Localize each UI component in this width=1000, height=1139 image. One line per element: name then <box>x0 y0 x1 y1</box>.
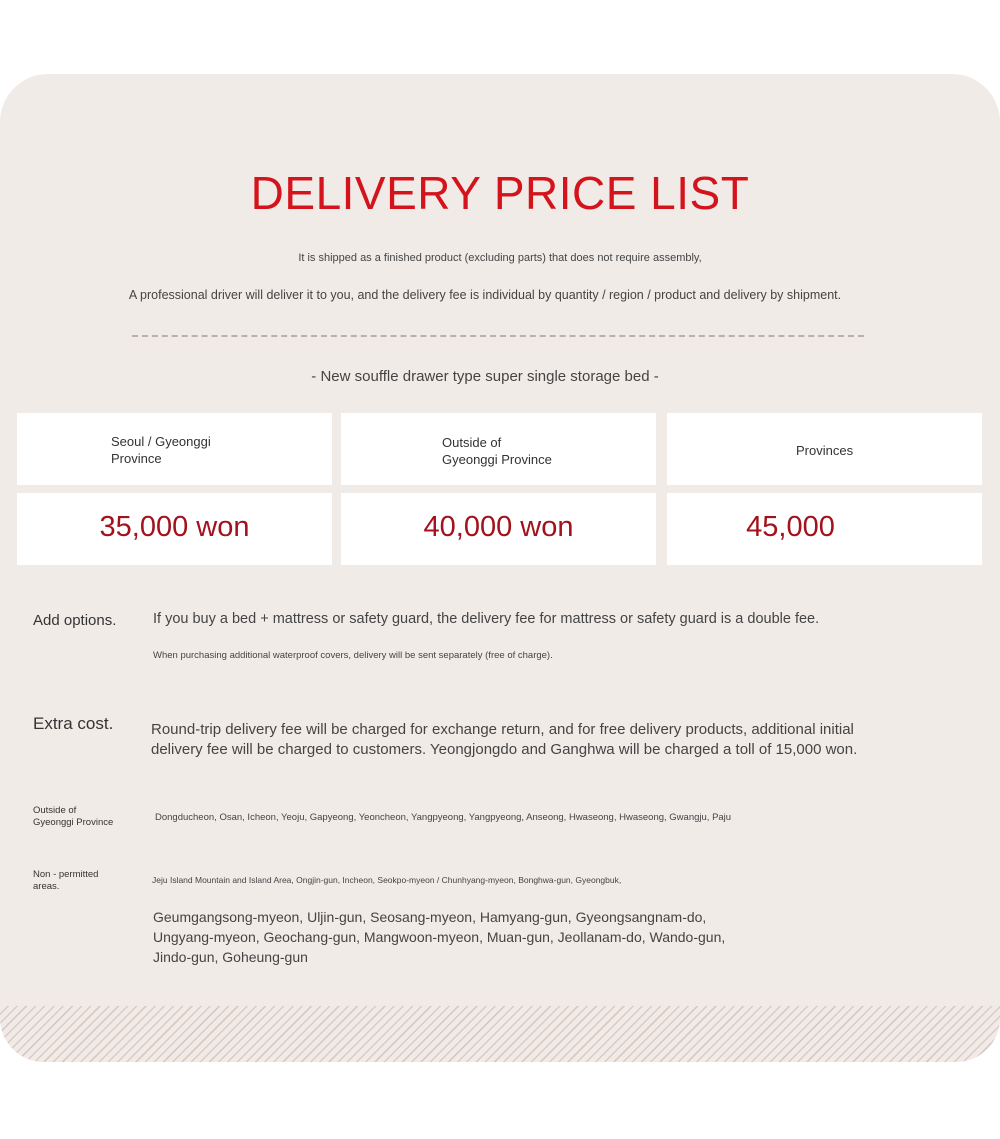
price-provinces: 45,000 <box>746 511 835 543</box>
region-label-outside-gyeonggi: Outside of Gyeonggi Province <box>442 435 552 467</box>
intro-line-1: It is shipped as a finished product (excluding parts) that does not require assembly, <box>298 252 702 264</box>
price-box-outside-gyeonggi <box>341 493 656 565</box>
intro-line-2: A professional driver will deliver it to you, and the delivery fee is individual by quantity / region / product and delivery by shipment. <box>128 288 842 302</box>
price-box-provinces <box>667 493 982 565</box>
non-permitted-label: Non - permitted areas. <box>33 869 99 892</box>
hatched-footer-band <box>0 1006 1000 1062</box>
price-list-card <box>0 74 1000 1062</box>
outside-gyeonggi-areas: Dongducheon, Osan, Icheon, Yeoju, Gapyeong, Yeoncheon, Yangpyeong, Yangpyeong, Anseong, Hwaseong, Hwaseong, Gwangju, Paju <box>155 812 732 823</box>
region-header-seoul-gyeonggi <box>17 413 332 485</box>
price-box-seoul-gyeonggi <box>17 493 332 565</box>
product-name: - New souffle drawer type super single storage bed - <box>311 368 659 385</box>
add-options-note: When purchasing additional waterproof covers, delivery will be sent separately (free of charge). <box>153 650 553 661</box>
region-header-provinces <box>667 413 982 485</box>
non-permitted-small: Jeju Island Mountain and Island Area, Ongjin-gun, Incheon, Seokpo-myeon / Chunhyang-myeon, Bonghwa-gun, Gyeongbuk, <box>152 875 622 885</box>
add-options-main: If you buy a bed + mattress or safety guard, the delivery fee for mattress or safety guard is a double fee. <box>153 611 820 627</box>
extra-cost-text: Round-trip delivery fee will be charged for exchange return, and for free delivery products, additional initial delivery fee will be charged to customers. Yeongjongdo and Ganghwa will be charged a toll of 15,000 won. <box>151 721 858 758</box>
region-label-seoul-gyeonggi: Seoul / Gyeonggi Province <box>111 434 211 466</box>
price-outside-gyeonggi: 40,000 won <box>423 511 574 543</box>
non-permitted-list: Geumgangsong-myeon, Uljin-gun, Seosang-myeon, Hamyang-gun, Gyeongsangnam-do, Ungyang-myeon, Geochang-gun, Mangwoon-myeon, Muan-gun, Jeollanam-do, Wando-gun, Jindo-gun, Goheung-gun <box>153 909 726 965</box>
price-seoul-gyeonggi: 35,000 won <box>99 511 250 543</box>
region-label-provinces: Provinces <box>796 443 854 458</box>
region-header-outside-gyeonggi <box>341 413 656 485</box>
extra-cost-label: Extra cost. <box>33 714 114 733</box>
page-title: DELIVERY PRICE LIST <box>250 167 750 219</box>
add-options-label: Add options. <box>33 612 117 629</box>
dashed-divider <box>132 335 864 337</box>
outside-gyeonggi-label: Outside of Gyeonggi Province <box>33 805 114 828</box>
